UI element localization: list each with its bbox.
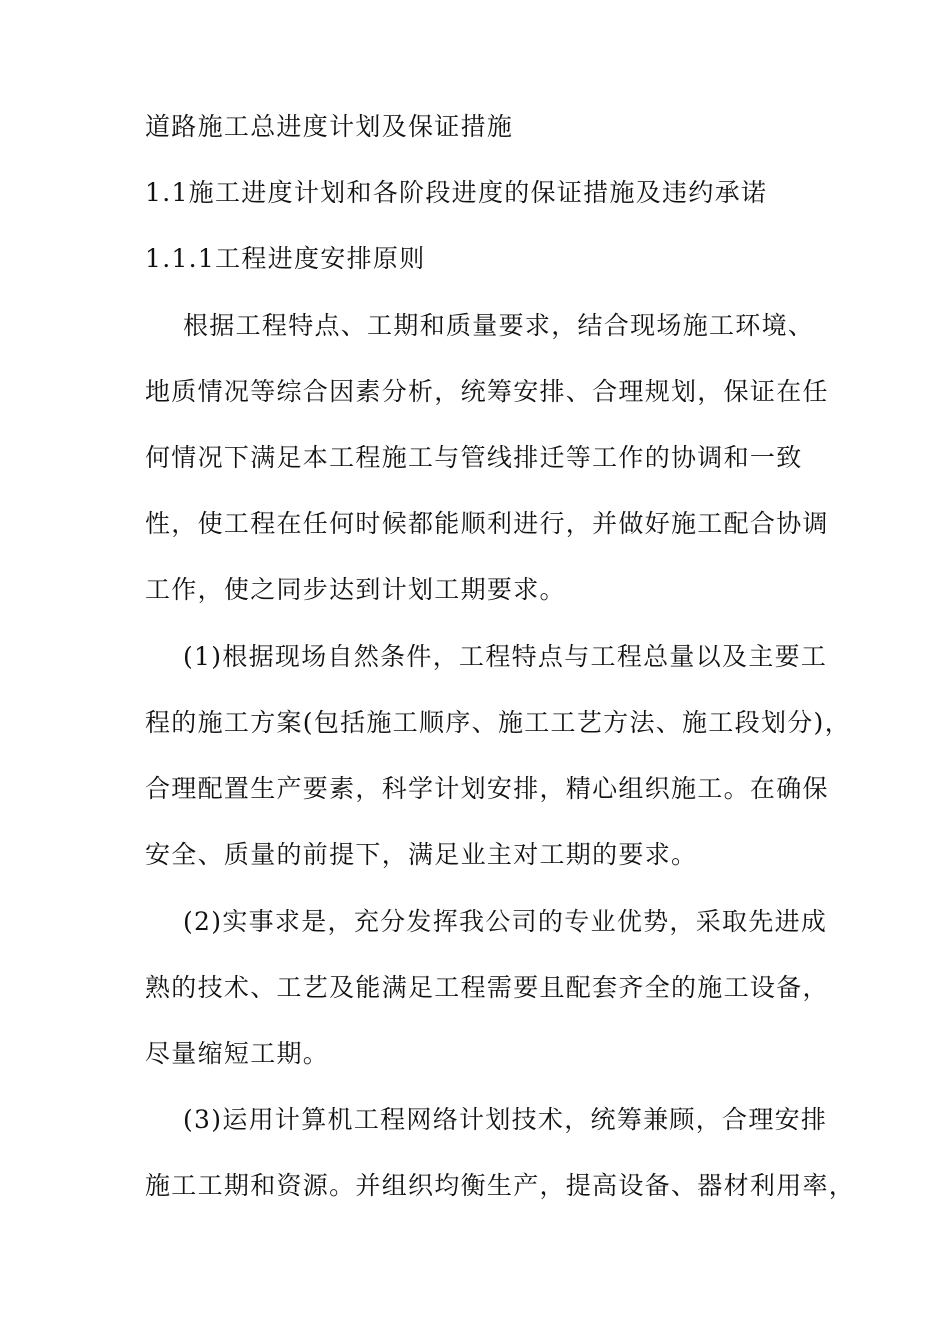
paragraph-line: (2)实事求是，充分发挥我公司的专业优势，采取先进成 [183,907,828,936]
paragraph-line: (3)运用计算机工程网络计划技术，统筹兼顾，合理安排 [183,1105,828,1134]
paragraph-line: 熟的技术、工艺及能满足工程需要且配套齐全的施工设备， [145,973,829,1002]
paragraph-line: 何情况下满足本工程施工与管线排迁等工作的协调和一致 [145,443,803,472]
paragraph-line: (1)根据现场自然条件，工程特点与工程总量以及主要工 [183,642,828,671]
paragraph-line: 合理配置生产要素，科学计划安排，精心组织施工。在确保 [145,774,829,803]
paragraph-line: 性，使工程在任何时候都能顺利进行，并做好施工配合协调 [145,509,829,538]
paragraph-line: 程的施工方案(包括施工顺序、施工工艺方法、施工段划分)， [145,708,851,737]
document-title: 道路施工总进度计划及保证措施 [145,112,514,141]
paragraph-line: 地质情况等综合因素分析，统筹安排、合理规划，保证在任 [145,377,829,406]
paragraph-line: 安全、质量的前提下，满足业主对工期的要求。 [145,840,698,869]
section-heading-1-1: 1.1施工进度计划和各阶段进度的保证措施及违约承诺 [145,178,768,207]
paragraph-line: 根据工程特点、工期和质量要求，结合现场施工环境、 [183,311,815,340]
section-heading-1-1-1: 1.1.1工程进度安排原则 [145,244,426,273]
paragraph-line: 工作，使之同步达到计划工期要求。 [145,575,566,604]
paragraph-line: 尽量缩短工期。 [145,1039,330,1068]
paragraph-line: 施工工期和资源。并组织均衡生产，提高设备、器材利用率， [145,1171,856,1200]
